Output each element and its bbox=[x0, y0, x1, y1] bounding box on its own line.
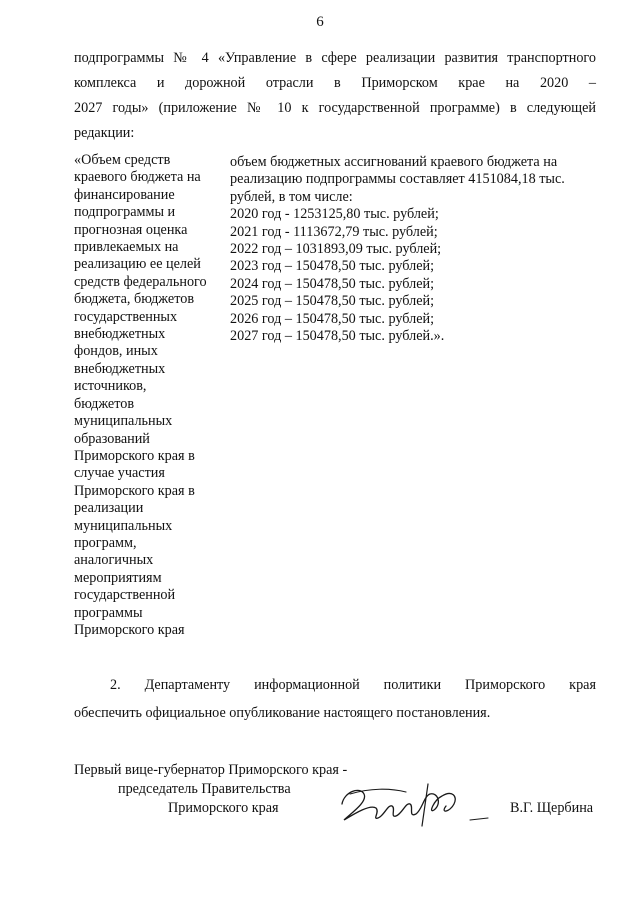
table-right-line: объем бюджетных ассигнований краевого бюджета на bbox=[230, 154, 558, 170]
intro-line: комплекса и дорожной отрасли в Приморском крае на 2020 – bbox=[74, 75, 596, 91]
table-right-line: реализацию подпрограммы составляет 4151084,18 тыс. bbox=[230, 171, 565, 188]
handwritten-signature bbox=[330, 774, 490, 834]
table-left-line: внебюджетных bbox=[74, 360, 166, 377]
table-left-line: программы bbox=[74, 604, 143, 621]
item-2-line: обеспечить официальное опубликование настоящего постановления. bbox=[74, 705, 491, 721]
table-left-line: бюджета, бюджетов bbox=[74, 291, 195, 308]
table-right-line: 2022 год – 1031893,09 тыс. рублей; bbox=[230, 241, 442, 258]
table-left-line: образований bbox=[74, 430, 150, 447]
signatory-title-line-1: Первый вице-губернатор Приморского края - bbox=[74, 762, 348, 778]
table-right-column bbox=[230, 154, 602, 345]
table-left-line: средств федерального bbox=[74, 273, 207, 290]
table-left-line: фондов, иных bbox=[74, 343, 158, 360]
table-right-line: 2023 год – 150478,50 тыс. рублей; bbox=[230, 258, 435, 275]
table-left-line: краевого бюджета на bbox=[74, 169, 201, 186]
table-left-line: муниципальных bbox=[74, 413, 173, 430]
table-left-line: реализацию ее целей bbox=[74, 256, 201, 273]
table-left-line: Приморского края bbox=[74, 621, 185, 638]
page-number: 6 bbox=[316, 14, 324, 30]
table-left-column bbox=[74, 152, 234, 639]
table-left-line: источников, bbox=[74, 378, 147, 395]
table-left-line: программ, bbox=[74, 534, 137, 551]
table-right-line: 2024 год – 150478,50 тыс. рублей; bbox=[230, 275, 435, 292]
item-2-paragraph bbox=[74, 671, 596, 727]
table-left-line: привлекаемых на bbox=[74, 239, 179, 256]
table-left-line: реализации bbox=[74, 500, 144, 517]
table-left-line: «Объем средств bbox=[74, 152, 171, 168]
table-left-line: аналогичных bbox=[74, 552, 154, 569]
table-left-line: государственных bbox=[74, 308, 178, 325]
table-left-line: муниципальных bbox=[74, 517, 173, 534]
table-left-line: государственной bbox=[74, 587, 176, 604]
intro-line: редакции: bbox=[74, 125, 135, 141]
table-right-line: 2025 год – 150478,50 тыс. рублей; bbox=[230, 293, 435, 310]
table-right-line: рублей, в том числе: bbox=[230, 188, 353, 205]
signatory-title-line-3: Приморского края bbox=[168, 800, 279, 816]
table-left-line: Приморского края в bbox=[74, 482, 195, 499]
signatory-name: В.Г. Щербина bbox=[510, 800, 594, 816]
intro-line: 2027 годы» (приложение № 10 к государственной программе) в следующей bbox=[74, 100, 596, 116]
item-2-line: 2. Департаменту информационной политики Приморского края bbox=[110, 677, 596, 693]
intro-paragraph bbox=[74, 46, 596, 146]
table-right-line: 2020 год - 1253125,80 тыс. рублей; bbox=[230, 206, 439, 223]
table-right-line: 2027 год – 150478,50 тыс. рублей.». bbox=[230, 328, 445, 345]
intro-line: подпрограммы № 4 «Управление в сфере реализации развития транспортного bbox=[74, 50, 596, 66]
table-left-line: мероприятиям bbox=[74, 569, 162, 586]
table-left-line: прогнозная оценка bbox=[74, 221, 188, 238]
signatory-title-line-2: председатель Правительства bbox=[118, 781, 291, 797]
table-right-line: 2021 год - 1113672,79 тыс. рублей; bbox=[230, 223, 438, 240]
table-left-line: Приморского края в bbox=[74, 447, 195, 464]
table-left-line: подпрограммы и bbox=[74, 204, 176, 221]
table-left-line: случае участия bbox=[74, 465, 165, 482]
table-right-line: 2026 год – 150478,50 тыс. рублей; bbox=[230, 310, 435, 327]
table-left-line: финансирование bbox=[74, 186, 175, 203]
table-left-line: бюджетов bbox=[74, 395, 135, 412]
table-left-line: внебюджетных bbox=[74, 326, 166, 343]
